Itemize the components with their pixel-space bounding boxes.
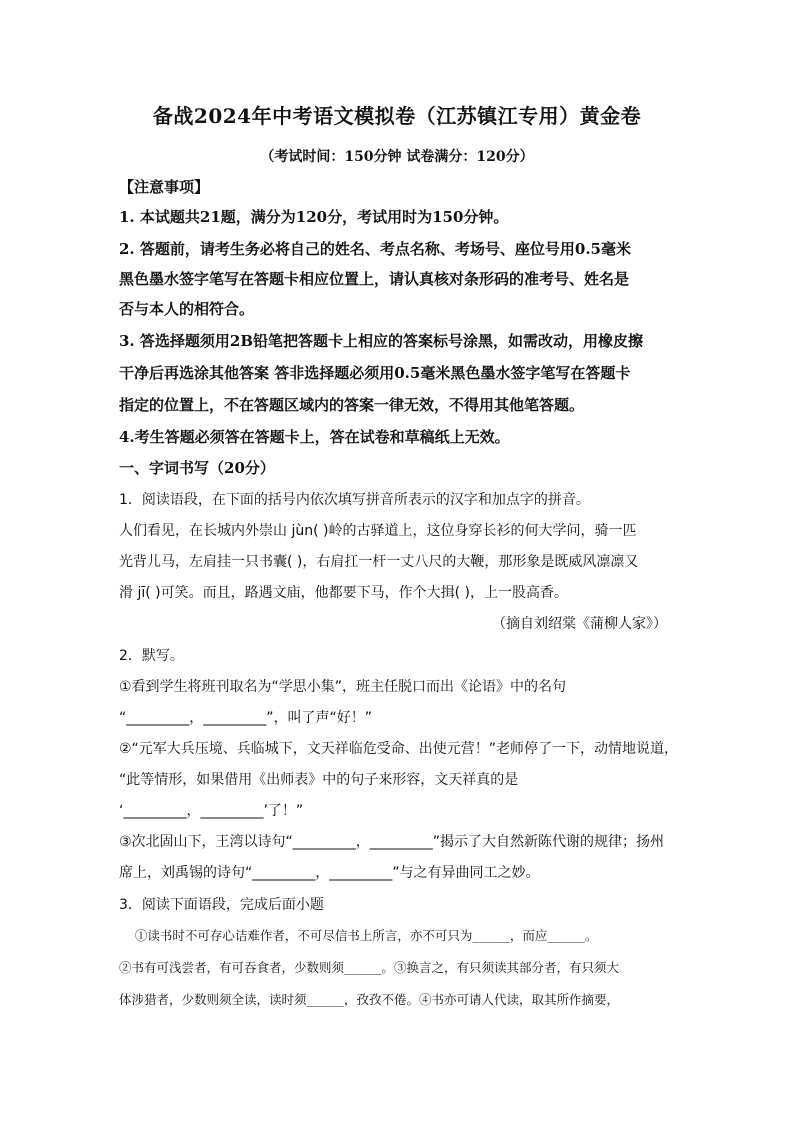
question-3-text: ②书有可浅尝者，有可吞食者，少数则须______。③换言之，有只须读其部分者，有只须大 bbox=[119, 960, 620, 975]
exam-info: （考试时间：150分钟 试卷满分：120分） bbox=[260, 149, 534, 165]
notice-line: 4.考生答题必须答在答题卡上，答在试卷和草稿纸上无效。 bbox=[119, 428, 510, 446]
question-2-text: ③次北固山下，王湾以诗句“_________，_________”揭示了大自然新陈代谢的规律；扬州 bbox=[119, 834, 665, 850]
question-2-text: ‘_________，_________’了！” bbox=[119, 803, 304, 819]
question-1-text: 光背儿马，左肩挂一只书囊( )，右肩扛一杆一丈八尺的大鞭，那形象是既威风凛凛又 bbox=[119, 554, 639, 570]
question-1-text: 滑 jī( )可笑。而且，路遇文庙，他都要下马，作个大揖( )，上一股高香。 bbox=[119, 585, 568, 601]
question-2-text: 席上，刘禹锡的诗句“_________，_________”与之有异曲同工之妙。 bbox=[119, 865, 540, 881]
notice-line: 3. 答选择题须用2B铅笔把答题卡上相应的答案标号涂黑，如需改动，用橡皮擦 bbox=[119, 332, 643, 350]
question-2-text: ①看到学生将班刊取名为“学思小集”，班主任脱口而出《论语》中的名句 bbox=[119, 679, 567, 695]
page-title: 备战2024年中考语文模拟卷（江苏镇江专用）黄金卷 bbox=[152, 104, 642, 128]
question-2-text: ②“元军大兵压境、兵临城下，文天祥临危受命、出使元营！”老师停了一下，动情地说道， bbox=[119, 741, 679, 757]
notice-line: 1. 本试题共21题，满分为120分，考试用时为150分钟。 bbox=[119, 208, 509, 226]
question-2-prompt: 2．默写。 bbox=[119, 648, 184, 664]
question-1-text: 人们看见，在长城内外崇山 jùn( )岭的古驿道上，这位身穿长衫的何大学问，骑一匹 bbox=[119, 523, 637, 539]
question-3-text: 体涉猎者，少数则须全读，读时须______，孜孜不倦。④书亦可请人代读，取其所作摘要， bbox=[119, 992, 620, 1007]
question-2-text: “此等情形，如果借用《出师表》中的句子来形容，文天祥真的是 bbox=[119, 772, 519, 788]
notice-line: 黑色墨水签字笔写在答题卡相应位置上，请认真核对条形码的准考号、姓名是 bbox=[119, 270, 630, 288]
question-3-prompt: 3．阅读下面语段，完成后面小题 bbox=[119, 897, 324, 913]
notice-line: 指定的位置上，不在答题区域内的答案一律无效，不得用其他笔答题。 bbox=[119, 396, 585, 414]
question-3-text: ①读书时不可存心诘难作者，不可尽信书上所言，亦不可只为______，而应______。 bbox=[119, 928, 598, 943]
question-1-source: （摘自刘绍棠《蒲柳人家》） bbox=[492, 616, 667, 632]
notice-line: 否与本人的相符合。 bbox=[119, 300, 255, 318]
question-2-text: “_________，_________”，叫了声“好！” bbox=[119, 710, 373, 726]
notice-line: 2. 答题前，请考生务必将自己的姓名、考点名称、考场号、座位号用0.5毫米 bbox=[119, 240, 631, 258]
question-1-prompt: 1．阅读语段，在下面的括号内依次填写拼音所表示的汉字和加点字的拼音。 bbox=[119, 492, 590, 508]
section-heading: 一、字词书写（20分） bbox=[119, 459, 275, 477]
notice-heading: 【注意事项】 bbox=[119, 178, 210, 196]
notice-line: 干净后再选涂其他答案 答非选择题必须用0.5毫米黑色墨水签字笔写在答题卡 bbox=[119, 364, 631, 382]
